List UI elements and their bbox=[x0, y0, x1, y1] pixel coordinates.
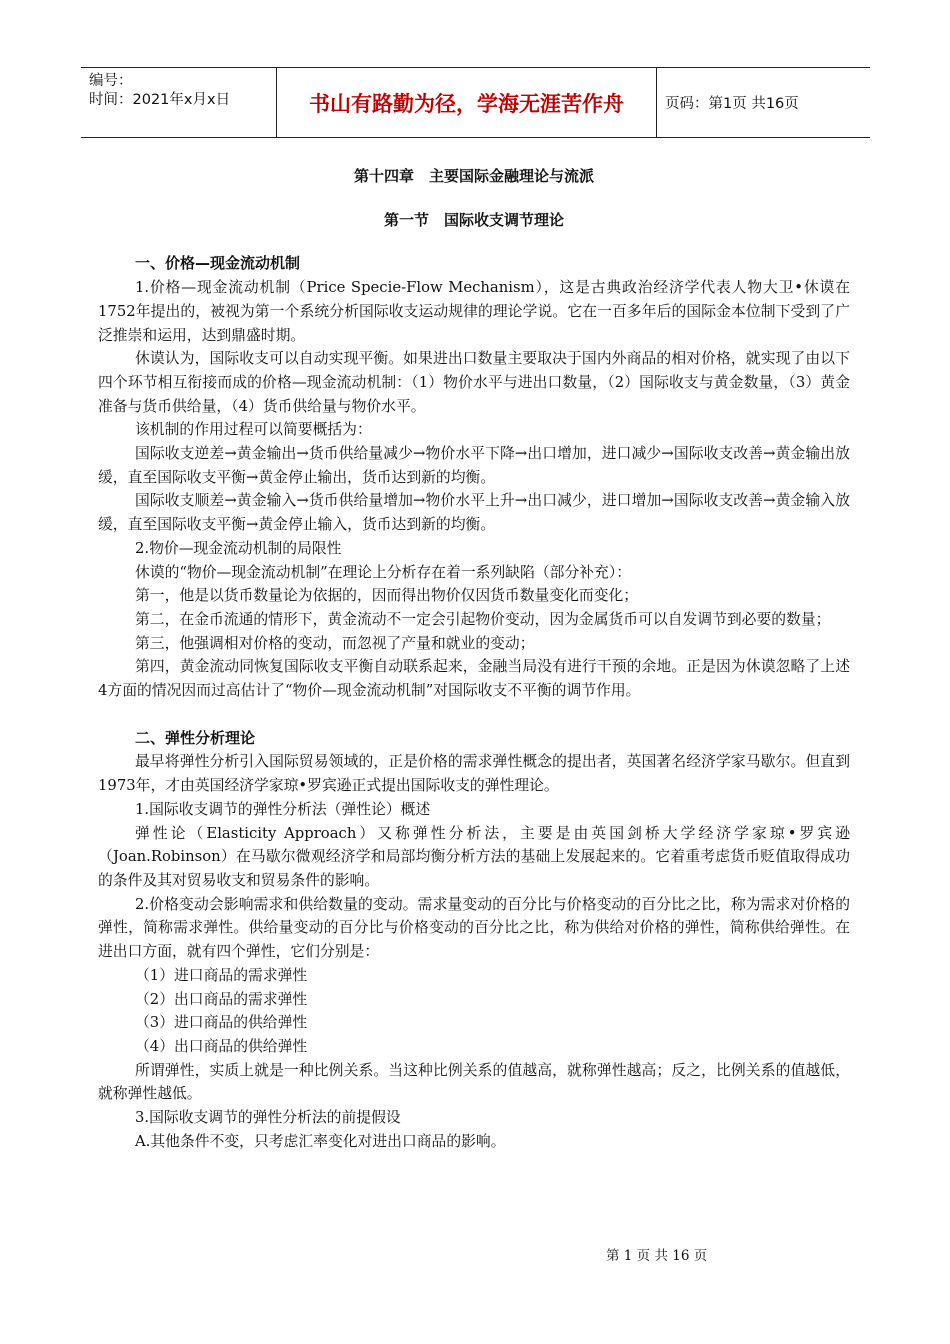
paragraph: （1）进口商品的需求弹性 bbox=[135, 966, 308, 984]
paragraph: （4）出口商品的供给弹性 bbox=[135, 1037, 308, 1055]
paragraph: （3）进口商品的供给弹性 bbox=[135, 1014, 308, 1032]
chapter-title: 第十四章 主要国际金融理论与流派 bbox=[353, 167, 594, 185]
header-meta bbox=[81, 68, 277, 137]
number-label: 编号： bbox=[89, 73, 133, 89]
part2-heading: 二、弹性分析理论 bbox=[135, 728, 256, 747]
paragraph: 第三，他强调相对价格的变动，而忽视了产量和就业的变动； bbox=[135, 634, 535, 652]
paragraph: 2.物价—现金流动机制的局限性 bbox=[135, 539, 342, 557]
paragraph: 所谓弹性，实质上就是一种比例关系。当这种比例关系的值越高，就称弹性越高；反之，比例关系的值越低，就称弹性越低。 bbox=[98, 1061, 850, 1103]
paragraph: 弹性论（Elasticity Approach）又称弹性分析法，主要是由英国剑桥大学经济学家琼•罗宾逊（Joan.Robinson）在马歇尔微观经济学和局部均衡分析方法的基础上发展起来的。它着重考虑货币贬值取得成功的条件及其对贸易收支和贸易条件的影响。 bbox=[98, 824, 850, 889]
section-title: 第一节 国际收支调节理论 bbox=[383, 210, 564, 229]
paragraph: 国际收支逆差→黄金输出→货币供给量减少→物价水平下降→出口增加，进口减少→国际收支改善→黄金输出放缓，直至国际收支平衡→黄金停止输出，货币达到新的均衡。 bbox=[98, 445, 850, 486]
paragraph: A.其他条件不变，只考虑汇率变化对进出口商品的影响。 bbox=[135, 1132, 506, 1150]
paragraph: 该机制的作用过程可以简要概括为： bbox=[135, 421, 372, 439]
paragraph: 第一，他是以货币数量论为依据的，因而得出物价仅因货币数量变化而变化； bbox=[135, 587, 639, 605]
paragraph: 1.国际收支调节的弹性分析法（弹性论）概述 bbox=[135, 800, 431, 818]
paragraph: 2.价格变动会影响需求和供给数量的变动。需求量变动的百分比与价格变动的百分比之比，称为需求对价格的弹性，简称需求弹性。供给量变动的百分比与价格变动的百分比之比，称为供给对价格的弹性，简称供给弹性。在进出口方面，就有四个弹性，它们分别是： bbox=[98, 895, 850, 961]
time-label: 时间：2021年x月x日 bbox=[89, 92, 231, 108]
paragraph: 第二，在金币流通的情形下，黄金流动不一定会引起物价变动，因为金属货币可以自发调节到必要的数量； bbox=[135, 610, 831, 628]
header-page-code: 页码：第1页 共16页 bbox=[665, 96, 799, 112]
paragraph: 最早将弹性分析引入国际贸易领域的，正是价格的需求弹性概念的提出者，英国著名经济学家马歇尔。但直到1973年，才由英国经济学家琼•罗宾逊正式提出国际收支的弹性理论。 bbox=[98, 753, 850, 795]
paragraph: 1.价格—现金流动机制（Price Specie-Flow Mechanism），这是古典政治经济学代表人物大卫•休谟在1752年提出的，被视为第一个系统分析国际收支运动规律的理论学说。它在一百多年后的国际金本位制下受到了广泛推崇和运用，达到鼎盛时期。 bbox=[98, 279, 850, 344]
paragraph: 国际收支顺差→黄金输入→货币供给量增加→物价水平上升→出口减少，进口增加→国际收支改善→黄金输入放缓，直至国际收支平衡→黄金停止输入，货币达到新的均衡。 bbox=[98, 492, 850, 534]
paragraph: 休谟的“物价—现金流动机制”在理论上分析存在着一系列缺陷（部分补充）： bbox=[135, 563, 632, 581]
paragraph: （2）出口商品的需求弹性 bbox=[135, 990, 308, 1008]
paragraph: 3.国际收支调节的弹性分析法的前提假设 bbox=[135, 1109, 401, 1127]
paragraph: 休谟认为，国际收支可以自动实现平衡。如果进出口数量主要取决于国内外商品的相对价格，就实现了由以下四个环节相互衔接而成的价格—现金流动机制：（1）物价水平与进出口数量，（2）国际收支与黄金数量，（3）黄金准备与货币供给量，（4）货币供给量与物价水平。 bbox=[98, 350, 850, 415]
part1-heading: 一、价格—现金流动机制 bbox=[135, 254, 301, 273]
header-motto: 书山有路勤为径，学海无涯苦作舟 bbox=[277, 68, 657, 137]
page-header bbox=[81, 67, 870, 138]
paragraph: 第四，黄金流动同恢复国际收支平衡自动联系起来，金融当局没有进行干预的余地。正是因为休谟忽略了上述4方面的情况因而过高估计了“物价—现金流动机制”对国际收支不平衡的调节作用。 bbox=[98, 658, 850, 700]
document-body bbox=[98, 165, 850, 1153]
page-footer: 第 1 页 共 16 页 bbox=[606, 1248, 708, 1264]
spacer bbox=[98, 703, 850, 727]
